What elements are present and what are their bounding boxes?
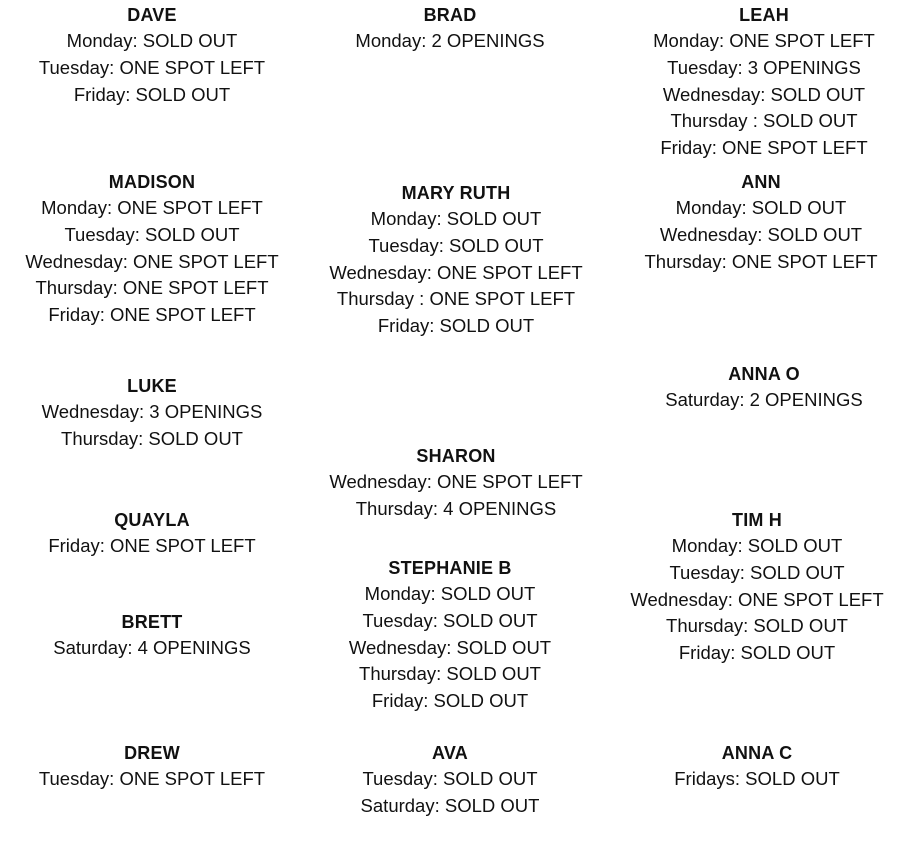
availability-line: Thursday : SOLD OUT — [670, 110, 858, 132]
instructor-block-brad — [305, 2, 595, 55]
availability-line: Wednesday: ONE SPOT LEFT — [630, 588, 884, 610]
availability-line: Monday: SOLD OUT — [671, 535, 843, 556]
availability-line: Wednesday: ONE SPOT LEFT — [329, 471, 583, 492]
availability-line: Friday: ONE SPOT LEFT — [48, 535, 256, 556]
instructor-name: TIM H — [732, 510, 782, 530]
availability-line: Tuesday: 3 OPENINGS — [667, 56, 861, 78]
instructor-name: LEAH — [739, 5, 789, 25]
instructor-block-tim-h — [612, 507, 900, 667]
instructor-block-ava — [305, 740, 595, 820]
availability-line: Friday: SOLD OUT — [371, 690, 529, 712]
availability-line: Saturday: 4 OPENINGS — [53, 637, 251, 658]
availability-line: Saturday: SOLD OUT — [360, 794, 540, 816]
instructor-name: LUKE — [127, 376, 177, 396]
availability-line: Thursday: SOLD OUT — [61, 427, 243, 449]
availability-line: Wednesday: ONE SPOT LEFT — [329, 261, 583, 283]
instructor-name: STEPHANIE B — [388, 558, 512, 578]
availability-line: Wednesday: SOLD OUT — [659, 223, 863, 245]
instructor-name: QUAYLA — [114, 510, 190, 530]
availability-line: Wednesday: ONE SPOT LEFT — [25, 250, 279, 272]
availability-line: Tuesday: SOLD OUT — [362, 768, 538, 789]
availability-line: Tuesday: SOLD OUT — [368, 234, 544, 256]
availability-line: Tuesday: SOLD OUT — [669, 561, 845, 583]
availability-line: Monday: 2 OPENINGS — [355, 30, 545, 51]
availability-line: Tuesday: ONE SPOT LEFT — [38, 56, 266, 78]
instructor-block-luke — [7, 373, 297, 453]
availability-line: Monday: ONE SPOT LEFT — [41, 197, 263, 218]
availability-line: Thursday: ONE SPOT LEFT — [644, 250, 878, 272]
instructor-block-anna-o — [619, 361, 900, 414]
availability-line: Friday: ONE SPOT LEFT — [48, 304, 256, 326]
availability-line: Tuesday: ONE SPOT LEFT — [38, 768, 266, 789]
instructor-name: ANN — [741, 172, 781, 192]
availability-line: Monday: ONE SPOT LEFT — [653, 30, 875, 51]
instructor-block-leah — [619, 2, 900, 162]
availability-line: Friday: SOLD OUT — [678, 642, 836, 664]
instructor-name: BRAD — [423, 5, 477, 25]
instructor-block-sharon — [311, 443, 601, 523]
instructor-block-drew — [7, 740, 297, 793]
instructor-name: ANNA C — [721, 743, 793, 763]
availability-line: Thursday: ONE SPOT LEFT — [35, 277, 269, 299]
instructor-block-stephanie-b — [305, 555, 595, 715]
instructor-block-madison — [7, 169, 297, 329]
availability-line: Fridays: SOLD OUT — [674, 768, 840, 789]
availability-line: Wednesday: SOLD OUT — [662, 83, 866, 105]
availability-line: Thursday: SOLD OUT — [666, 615, 848, 637]
availability-line: Monday: SOLD OUT — [370, 208, 542, 229]
availability-line: Saturday: 2 OPENINGS — [665, 389, 863, 410]
availability-line: Wednesday: 3 OPENINGS — [41, 401, 263, 422]
instructor-name: DREW — [124, 743, 180, 763]
availability-line: Thursday: SOLD OUT — [359, 663, 541, 685]
instructor-name: MARY RUTH — [401, 183, 511, 203]
instructor-name: SHARON — [416, 446, 496, 466]
availability-line: Wednesday: SOLD OUT — [348, 636, 552, 658]
availability-line: Monday: SOLD OUT — [675, 197, 847, 218]
instructor-block-ann — [616, 169, 900, 275]
instructor-block-mary-ruth — [311, 180, 601, 340]
instructor-name: DAVE — [127, 5, 177, 25]
instructor-name: ANNA O — [728, 364, 800, 384]
availability-line: Tuesday: SOLD OUT — [362, 609, 538, 631]
availability-line: Tuesday: SOLD OUT — [64, 223, 240, 245]
availability-line: Monday: SOLD OUT — [364, 583, 536, 604]
availability-line: Thursday: 4 OPENINGS — [355, 497, 557, 519]
instructor-block-brett — [7, 609, 297, 662]
instructor-block-anna-c — [612, 740, 900, 793]
instructor-block-quayla — [7, 507, 297, 560]
instructor-block-dave — [7, 2, 297, 108]
availability-line: Thursday : ONE SPOT LEFT — [336, 288, 576, 310]
availability-line: Friday: SOLD OUT — [377, 315, 535, 337]
availability-line: Friday: ONE SPOT LEFT — [660, 137, 868, 159]
instructor-name: AVA — [432, 743, 468, 763]
instructor-name: MADISON — [108, 172, 196, 192]
availability-line: Friday: SOLD OUT — [73, 83, 231, 105]
availability-line: Monday: SOLD OUT — [66, 30, 238, 51]
instructor-name: BRETT — [121, 612, 183, 632]
